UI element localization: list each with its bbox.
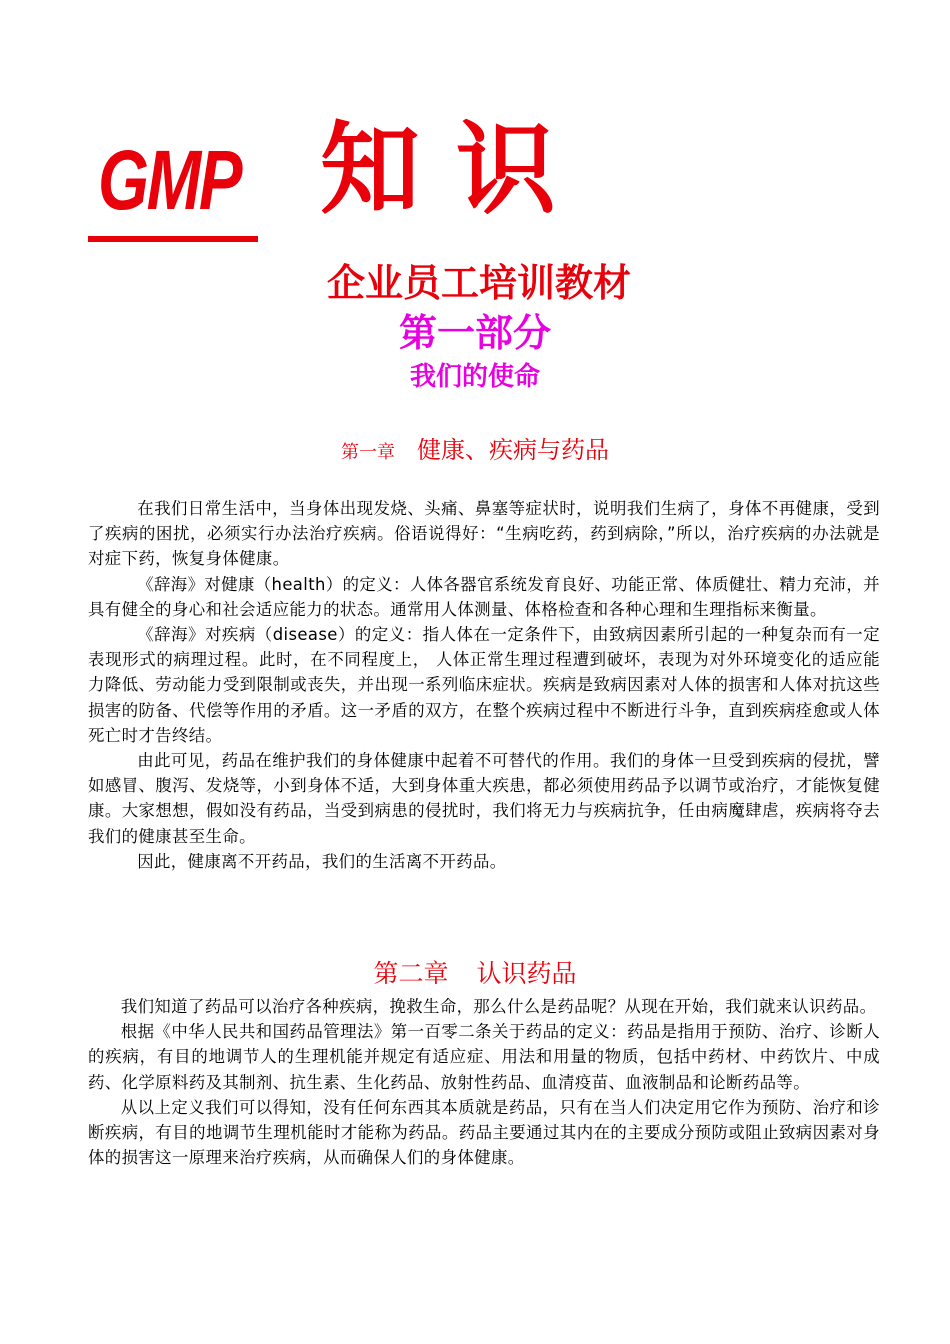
paragraph: 《辞海》对健康（health）的定义：人体各器官系统发育良好、功能正常、体质健壮、精力充沛，并具有健全的身心和社会适应能力的状态。通常用人体测量、体格检查和各种心理和生理指标来衡量。 bbox=[88, 574, 880, 619]
chapter1-title: 健康、疾病与药品 bbox=[417, 436, 609, 464]
subtitle: 企业员工培训教材 bbox=[326, 261, 631, 305]
logo-underline bbox=[88, 236, 258, 242]
part-heading: 第一部分 bbox=[398, 311, 551, 355]
chapter2-number: 第二章 bbox=[373, 959, 449, 988]
chapter1-body bbox=[88, 496, 880, 874]
chapter1-heading bbox=[0, 430, 950, 465]
paragraph: 由此可见，药品在维护我们的身体健康中起着不可替代的作用。我们的身体一旦受到疾病的侵扰，譬如感冒、腹泻、发烧等，小到身体不适，大到身体重大疾患，都必须使用药品予以调节或治疗，才能恢复健康。大家想想，假如没有药品，当受到病患的侵扰时，我们将无力与疾病抗争，任由病魔肆虐，疾病将夺去我们的健康甚至生命。 bbox=[88, 751, 880, 846]
chapter2-title: 认识药品 bbox=[476, 959, 577, 988]
paragraph: 根据《中华人民共和国药品管理法》第一百零二条关于药品的定义：药品是指用于预防、治疗、诊断人的疾病，有目的地调节人的生理机能并规定有适应症、用法和用量的物质，包括中药材、中药饮片、中成药、化学原料药及其制剂、抗生素、生化药品、放射性药品、血清疫苗、血液制品和论断药品等。 bbox=[88, 1022, 880, 1092]
page-title: 知识 bbox=[320, 111, 592, 228]
paragraph: 《辞海》对疾病（disease）的定义：指人体在一定条件下，由致病因素所引起的一种复杂而有一定表现形式的病理过程。此时，在不同程度上， 人体正常生理过程遭到破坏，表现为对外环境变化的适应能力降低、劳动能力受到限制或丧失，并出现一系列临床症状。疾病是致病因素对人体的损害和人体对抗这些损害的防备、代偿等作用的矛盾。这一矛盾的双方，在整个疾病过程中不断进行斗争，直到疾病痊愈或人体死亡时才告终结。 bbox=[88, 625, 880, 745]
mission-heading: 我们的使命 bbox=[409, 362, 540, 392]
paragraph: 因此，健康离不开药品，我们的生活离不开药品。 bbox=[137, 851, 507, 871]
chapter2-body bbox=[88, 994, 880, 1170]
title-block bbox=[88, 111, 888, 248]
paragraph: 从以上定义我们可以得知，没有任何东西其本质就是药品，只有在当人们决定用它作为预防、治疗和诊断疾病，有目的地调节生理机能时才能称为药品。药品主要通过其内在的主要成分预防或阻止致病因素对身体的损害这一原理来治疗疾病，从而确保人们的身体健康。 bbox=[88, 1097, 880, 1168]
gmp-logo: GMP bbox=[98, 133, 241, 227]
chapter2-heading bbox=[0, 954, 950, 990]
paragraph: 我们知道了药品可以治疗各种疾病，挽救生命，那么什么是药品呢？从现在开始，我们就来认识药品。 bbox=[120, 997, 877, 1016]
paragraph: 在我们日常生活中，当身体出现发烧、头痛、鼻塞等症状时，说明我们生病了，身体不再健康，受到了疾病的困扰，必须实行办法治疗疾病。俗语说得好：“生病吃药，药到病除，”所以，治疗疾病的办法就是对症下药，恢复身体健康。 bbox=[88, 499, 880, 569]
chapter1-number: 第一章 bbox=[341, 442, 395, 463]
